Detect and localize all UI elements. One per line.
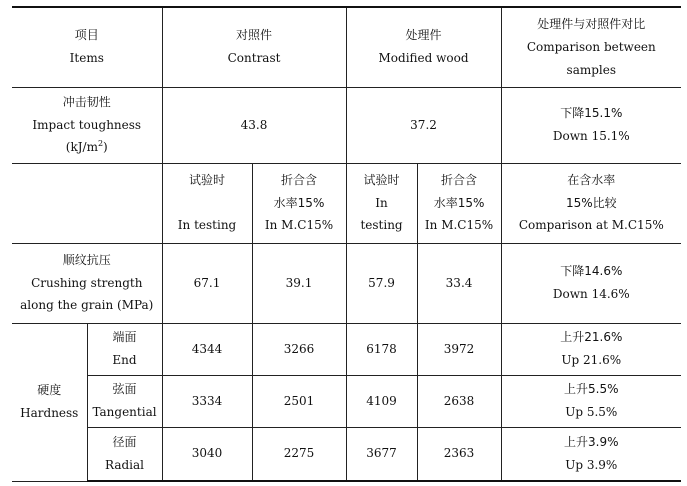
subheader-mc-zh-1: 折合含: [281, 172, 318, 187]
subheader-testing2-zh: 试验时: [363, 172, 400, 187]
header-contrast-cell: [162, 7, 346, 87]
hardness-tangential-value-2: 2501: [252, 375, 346, 427]
crushing-compare-zh: 下降14.6%: [560, 264, 623, 279]
header-compare-zh: 处理件与对照件对比: [537, 17, 646, 32]
hardness-label-en: Hardness: [20, 406, 79, 420]
header-modified-cell: [346, 7, 501, 87]
hardness-tangential-value-4: 2638: [417, 375, 501, 427]
hardness-row-end: [12, 323, 681, 375]
hardness-tangential-compare-cell: [501, 375, 681, 427]
subheader-empty-cell: [12, 163, 162, 243]
subheader-row: [12, 163, 681, 243]
crushing-compare-en: Down 14.6%: [552, 287, 630, 301]
crushing-compare-cell: [501, 243, 681, 323]
crushing-label-zh: 顺纹抗压: [62, 252, 111, 267]
crushing-row: [12, 243, 681, 323]
subheader-compare-zh-2: 15%比较: [565, 195, 617, 210]
crushing-label-en-1: Crushing strength: [31, 275, 143, 290]
subheader-testing-en: In testing: [177, 218, 237, 233]
hardness-tangential-compare-zh: 上升5.5%: [564, 382, 619, 397]
crushing-value-2: 39.1: [252, 243, 346, 323]
header-compare-en-1: Comparison between: [526, 39, 656, 54]
hardness-label-cell: [12, 323, 87, 481]
subheader-testing-cell: [162, 163, 252, 243]
header-contrast-zh: 对照件: [236, 28, 273, 43]
hardness-sub-end-cell: [87, 323, 162, 375]
hardness-tangential-value-3: 4109: [346, 375, 417, 427]
hardness-sub-radial-zh: 径面: [112, 434, 137, 449]
subheader-compare-cell: [501, 163, 681, 243]
subheader-mc2-zh-1: 折合含: [441, 172, 478, 187]
impact-unit-sup: 2: [97, 139, 104, 149]
hardness-label-zh: 硬度: [37, 383, 62, 398]
impact-label-cell: [12, 87, 162, 163]
hardness-radial-value-1: 3040: [162, 427, 252, 481]
subheader-testing-zh: 试验时: [189, 172, 226, 187]
hardness-sub-end-zh: 端面: [112, 330, 137, 345]
hardness-radial-value-4: 2363: [417, 427, 501, 481]
hardness-sub-tangential-zh: 弦面: [112, 382, 137, 397]
impact-contrast-value: 43.8: [162, 87, 346, 163]
hardness-end-value-2: 3266: [252, 323, 346, 375]
hardness-tangential-value-1: 3334: [162, 375, 252, 427]
crushing-value-3: 57.9: [346, 243, 417, 323]
subheader-testing2-en-2: testing: [360, 218, 403, 233]
impact-unit: [14, 136, 160, 159]
header-compare-cell: [501, 7, 681, 87]
subheader-mc-zh-2: 水率15%: [273, 195, 325, 210]
subheader-compare-en: Comparison at M.C15%: [518, 218, 664, 233]
header-items-zh: 项目: [74, 28, 99, 43]
subheader-mc-en: In M.C15%: [264, 218, 334, 233]
header-items-cell: [12, 7, 162, 87]
header-compare-en-2: samples: [566, 62, 617, 77]
impact-label-en: Impact toughness: [32, 117, 142, 132]
impact-compare-cell: [501, 87, 681, 163]
hardness-row-radial: [12, 427, 681, 481]
hardness-row-tangential: [12, 375, 681, 427]
subheader-mc2-zh-2: 水率15%: [433, 195, 485, 210]
hardness-radial-compare-en: Up 3.9%: [565, 457, 618, 472]
impact-compare-en: Down 15.1%: [552, 129, 630, 143]
hardness-end-compare-cell: [501, 323, 681, 375]
impact-row: [12, 87, 681, 163]
comparison-table: [12, 6, 681, 482]
hardness-radial-value-2: 2275: [252, 427, 346, 481]
hardness-end-value-4: 3972: [417, 323, 501, 375]
impact-compare-zh: 下降15.1%: [560, 106, 623, 121]
hardness-radial-value-3: 3677: [346, 427, 417, 481]
hardness-end-value-1: 4344: [162, 323, 252, 375]
header-row: [12, 7, 681, 87]
impact-unit-text: (kJ/m: [65, 140, 98, 155]
hardness-tangential-compare-en: Up 5.5%: [565, 405, 618, 419]
crushing-value-1: 67.1: [162, 243, 252, 323]
header-modified-zh: 处理件: [405, 28, 442, 43]
hardness-end-value-3: 6178: [346, 323, 417, 375]
impact-modified-value: 37.2: [346, 87, 501, 163]
hardness-sub-radial-en: Radial: [105, 457, 144, 472]
hardness-radial-compare-cell: [501, 427, 681, 481]
header-items-en: Items: [69, 51, 104, 66]
header-contrast-en: Contrast: [227, 51, 281, 66]
subheader-testing2-en-1: In: [375, 195, 388, 210]
impact-unit-close: ): [103, 140, 108, 155]
hardness-sub-radial-cell: [87, 427, 162, 481]
hardness-end-compare-zh: 上升21.6%: [560, 330, 623, 345]
hardness-sub-end-en: End: [112, 353, 137, 367]
subheader-mc-cell: [252, 163, 346, 243]
hardness-end-compare-en: Up 21.6%: [561, 353, 622, 367]
hardness-sub-tangential-cell: [87, 375, 162, 427]
impact-label-zh: 冲击韧性: [62, 94, 111, 109]
crushing-label-en-2: along the grain (MPa): [20, 298, 154, 313]
header-modified-en: Modified wood: [378, 51, 469, 66]
crushing-label-cell: [12, 243, 162, 323]
subheader-mc2-cell: [417, 163, 501, 243]
hardness-radial-compare-zh: 上升3.9%: [564, 434, 619, 449]
hardness-sub-tangential-en: Tangential: [92, 405, 157, 419]
subheader-mc2-en: In M.C15%: [424, 218, 494, 233]
subheader-testing2-cell: [346, 163, 417, 243]
crushing-value-4: 33.4: [417, 243, 501, 323]
subheader-compare-zh-1: 在含水率: [567, 172, 616, 187]
